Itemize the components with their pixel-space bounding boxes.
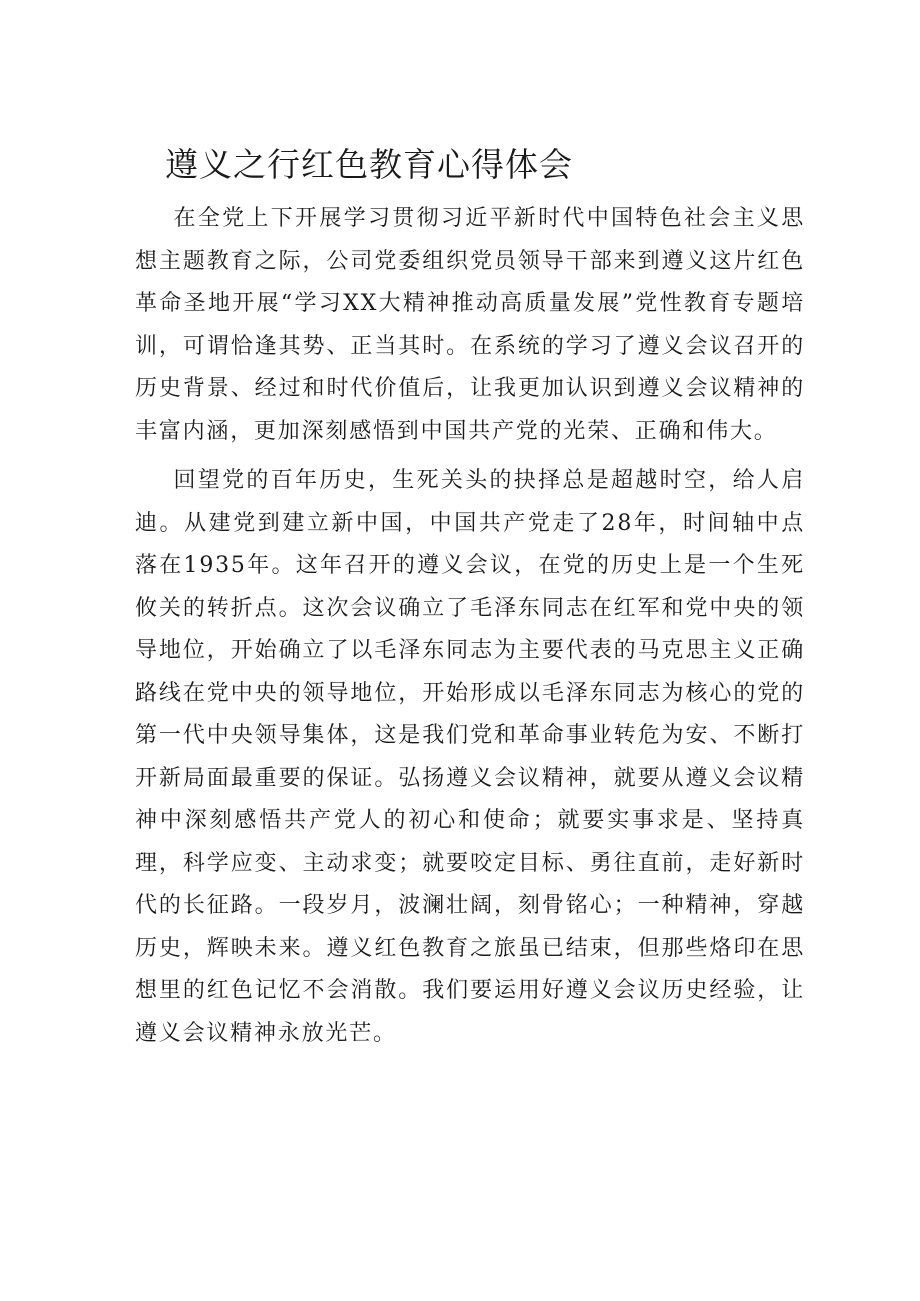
document-body: [135, 198, 805, 1062]
paragraph-2: 回望党的百年历史，生死关头的抉择总是超越时空，给人启迪。从建党到建立新中国，中国共产党走了28年，时间轴中点落在1935年。这年召开的遵义会议，在党的历史上是一个生死攸关的转折点。这次会议确立了毛泽东同志在红军和党中央的领导地位，开始确立了以毛泽东同志为主要代表的马克思主义正确路线在党中央的领导地位，开始形成以毛泽东同志为核心的党的第一代中央领导集体，这是我们党和革命事业转危为安、不断打开新局面最重要的保证。弘扬遵义会议精神，就要从遵义会议精神中深刻感悟共产党人的初心和使命；就要实事求是、坚持真理，科学应变、主动求变；就要咬定目标、勇往直前，走好新时代的长征路。一段岁月，波澜壮阔，刻骨铭心；一种精神，穿越历史，辉映未来。遵义红色教育之旅虽已结束，但那些烙印在思想里的红色记忆不会消散。我们要运用好遵义会议历史经验，让遵义会议精神永放光芒。: [135, 468, 805, 1046]
document-title: 遵义之行红色教育心得体会: [165, 145, 573, 184]
paragraph-1: 在全党上下开展学习贯彻习近平新时代中国特色社会主义思想主题教育之际，公司党委组织党员领导干部来到遵义这片红色革命圣地开展“学习XX大精神推动高质量发展”党性教育专题培训，可谓恰逢其势、正当其时。在系统的学习了遵义会议召开的历史背景、经过和时代价值后，让我更加认识到遵义会议精神的丰富内涵，更加深刻感悟到中国共产党的光荣、正确和伟大。: [135, 206, 805, 444]
